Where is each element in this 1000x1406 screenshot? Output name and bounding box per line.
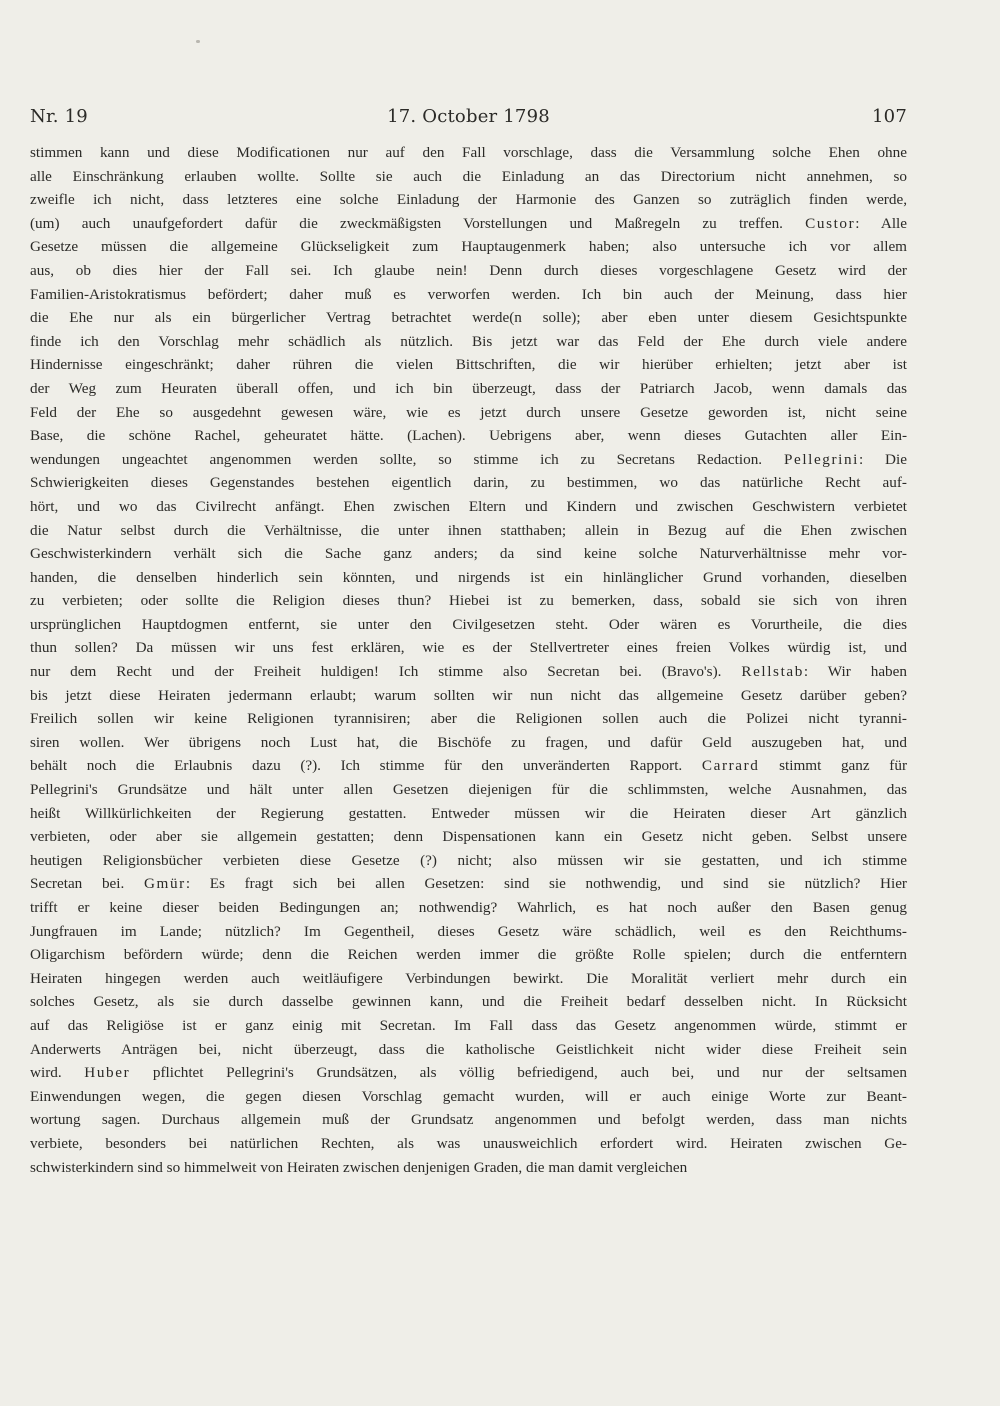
text-segment: die Natur selbst durch die Verhältnisse, die unter ihnen statthaben; allein in Bezug auf die Ehen zwischen [30, 521, 907, 539]
text-segment: alle Einschränkung erlauben wollte. Sollte sie auch die Einladung an das Directorium nicht annehmen, so [30, 167, 907, 185]
text-segment: pflichtet Pellegrini's Grundsätzen, als völlig befriedigend, auch bei, und nur der seltsamen [130, 1064, 907, 1082]
text-segment: wird. [30, 1064, 85, 1082]
text-line [30, 990, 907, 1014]
text-segment: thun sollen? Da müssen wir uns fest erklären, wie es der Stellvertreter eines freien Volkes würdig ist, und [30, 639, 907, 657]
text-line [30, 235, 907, 259]
text-segment: : Es fragt sich bei allen Gesetzen: sind sie nothwendig, und sind sie nützlich? Hier [185, 875, 907, 893]
text-line [30, 731, 907, 755]
text-line [30, 1061, 907, 1085]
text-segment: Secretan bei. [30, 875, 144, 893]
text-line [30, 212, 907, 236]
text-line [30, 849, 907, 873]
text-segment: trifft er keine dieser beiden Bedingungen an; nothwendig? Wahrlich, es hat noch außer den Basen genug [30, 899, 907, 916]
text-line [30, 825, 907, 849]
text-line [30, 872, 907, 896]
text-line [30, 778, 907, 802]
text-segment: (um) auch unaufgefordert dafür die zweckmäßigsten Vorstellungen und Maßregeln zu treffen. [30, 214, 806, 232]
text-segment: auf das Religiöse ist er ganz einig mit Secretan. Im Fall dass das Gesetz angenommen würde, stimmt er [30, 1016, 907, 1034]
text-segment: der Weg zum Heuraten überall offen, und ich bin überzeugt, dass der Patriarch Jacob, wenn damals das [30, 379, 907, 397]
speaker-name: Huber [84, 1064, 131, 1082]
text-segment: : Die [859, 450, 907, 468]
text-segment: Einwendungen wegen, die gegen diesen Vorschlag gemacht wurden, will er auch einige Worte zur Beant- [30, 1087, 907, 1105]
text-line [30, 283, 907, 307]
text-segment: aus, ob dies hier der Fall sei. Ich glaube nein! Denn durch dieses vorgeschlagene Gesetz wird der [30, 261, 907, 279]
text-segment: ursprünglichen Hauptdogmen entfernt, sie unter den Civilgesetzen steht. Oder wären es Vorurtheile, die dies [30, 615, 907, 633]
text-line [30, 542, 907, 566]
text-segment: zweifle ich nicht, dass letzteres eine solche Einladung der Harmonie des Ganzen so zuträglich finden werde, [30, 191, 907, 209]
text-segment: siren wollen. Wer übrigens noch Lust hat, die Bischöfe zu fragen, und dafür Geld auszugeben hat, und [30, 733, 907, 751]
text-line [30, 495, 907, 519]
page-header [30, 106, 907, 136]
text-line [30, 165, 907, 189]
text-segment: Geschwisterkindern verhält sich die Sache ganz anders; da sind keine solche Naturverhältnisse mehr vor- [30, 545, 907, 563]
text-segment: behält noch die Erlaubnis dazu (?). Ich stimme für den unveränderten Rapport. [30, 757, 702, 775]
text-segment: hört, und wo das Civilrecht anfängt. Ehen zwischen Eltern und Kindern und zwischen Geschwistern verbietet [30, 497, 907, 515]
text-line [30, 1014, 907, 1038]
text-segment: bis jetzt diese Heiraten jedermann erlaubt; warum sollten wir nun nicht das allgemeine Gesetz darüber geben? [30, 686, 907, 704]
text-segment: Feld der Ehe so ausgedehnt gewesen wäre, wie es jetzt durch unsere Gesetze geworden ist, nicht seine [30, 403, 907, 421]
text-segment: schwisterkindern sind so himmelweit von Heiraten zwischen denjenigen Graden, die man damit vergleichen [30, 1158, 688, 1176]
paper-speck [196, 40, 200, 43]
text-line [30, 188, 907, 212]
text-segment: Oligarchism befördern würde; denn die Reichen werden immer die größte Rolle spielen; durch die entferntern [30, 946, 907, 964]
text-segment: : Alle [855, 214, 907, 232]
text-line [30, 1156, 907, 1180]
text-line [30, 330, 907, 354]
text-line [30, 566, 907, 590]
text-line [30, 448, 907, 472]
text-segment: verbieten, oder aber sie allgemein gestatten; denn Dispensationen kann ein Gesetz nicht geben. Selbst unsere [30, 828, 907, 846]
speaker-name: Custor [805, 214, 856, 232]
text-segment: wendungen ungeachtet angenommen werden sollte, so stimme ich zu Secretans Redaction. [30, 450, 784, 468]
text-line [30, 424, 907, 448]
text-segment: Gesetze müssen die allgemeine Glückseligkeit zum Hauptaugenmerk haben; also untersuche ich vor allem [30, 238, 907, 256]
text-segment: nur dem Recht und der Freiheit huldigen! Ich stimme also Secretan bei. (Bravo's). [30, 663, 742, 681]
text-segment: : Wir haben [803, 663, 907, 681]
text-line [30, 377, 907, 401]
text-segment: verbiete, besonders bei natürlichen Rechten, als was unausweichlich erfordert wird. Heiraten zwischen Ge- [30, 1134, 907, 1152]
text-segment: Anderwerts Anträgen bei, nicht überzeugt, dass die katholische Geistlichkeit nicht wider diese Freiheit sein [30, 1040, 907, 1058]
text-segment: Base, die schöne Rachel, geheuratet hätte. (Lachen). Uebrigens aber, wenn dieses Gutachten aller Ein- [30, 427, 907, 445]
text-segment: Jungfrauen im Lande; nützlich? Im Gegentheil, dieses Gesetz wäre schädlich, weil es den Reichthums- [30, 922, 907, 940]
text-line [30, 707, 907, 731]
header-date: 17. October 1798 [387, 106, 550, 127]
text-segment: Freilich sollen wir keine Religionen tyrannisiren; aber die Religionen sollen auch die Polizei nicht tyranni- [30, 710, 907, 728]
text-segment: Familien-Aristokratismus befördert; daher muß es verworfen werden. Ich bin auch der Meinung, dass hier [30, 285, 907, 303]
text-line [30, 1085, 907, 1109]
text-segment: finde ich den Vorschlag mehr schädlich als nützlich. Bis jetzt war das Feld der Ehe durch viele andere [30, 332, 907, 350]
text-segment: stimmen kann und diese Modificationen nur auf den Fall vorschlage, dass die Versammlung solche Ehen ohne [30, 144, 907, 161]
text-line [30, 896, 907, 920]
page-number: 107 [872, 106, 907, 127]
text-line [30, 684, 907, 708]
text-line [30, 1108, 907, 1132]
text-line [30, 754, 907, 778]
issue-number: Nr. 19 [30, 106, 88, 127]
text-line [30, 1038, 907, 1062]
text-line [30, 259, 907, 283]
speaker-name: Pellegrini [783, 450, 859, 468]
text-segment: Heiraten hingegen werden auch weitläufigere Verbindungen bewirkt. Die Moralität verliert mehr durch ein [30, 969, 907, 987]
text-line [30, 1132, 907, 1156]
text-line [30, 802, 907, 826]
text-line [30, 613, 907, 637]
text-segment: die Ehe nur als ein bürgerlicher Vertrag betrachtet werde(n solle); aber eben unter diesem Gesichtspunkte [30, 309, 907, 327]
text-segment: handen, die denselben hinderlich sein könnten, und nirgends ist ein hinlänglicher Grund vorhanden, dieselben [30, 568, 907, 586]
text-line [30, 967, 907, 991]
text-line [30, 589, 907, 613]
text-line [30, 519, 907, 543]
text-segment: wortung sagen. Durchaus allgemein muß der Grundsatz angenommen und befolgt werden, dass man nichts [30, 1111, 907, 1129]
text-segment: zu verbieten; oder sollte die Religion dieses thun? Hiebei ist zu bemerken, dass, sobald sie sich von ihren [30, 592, 907, 610]
text-line [30, 141, 907, 165]
text-segment: heißt Willkürlichkeiten der Regierung gestatten. Entweder müssen wir die Heiraten dieser Art gänzlich [30, 804, 907, 822]
text-line [30, 401, 907, 425]
text-line [30, 353, 907, 377]
text-segment: heutigen Religionsbücher verbieten diese Gesetze (?) nicht; also müssen wir sie gestatten, und ich stimme [30, 851, 907, 869]
text-segment: stimmt ganz für [759, 757, 907, 775]
speaker-name: Carrard [701, 757, 760, 775]
text-line [30, 306, 907, 330]
text-line [30, 471, 907, 495]
body-text [30, 141, 907, 1179]
text-segment: Pellegrini's Grundsätze und hält unter allen Gesetzen diejenigen für die schlimmsten, welche Ausnahmen, das [30, 781, 907, 799]
text-line [30, 920, 907, 944]
text-line [30, 660, 907, 684]
speaker-name: Gmür [143, 875, 186, 893]
text-segment: Hindernisse eingeschränkt; daher rühren die vielen Bittschriften, die wir hierüber erhielten; jetzt aber ist [30, 356, 907, 374]
text-line [30, 636, 907, 660]
text-segment: solches Gesetz, als sie durch dasselbe gewinnen kann, und die Freiheit bedarf desselben nicht. In Rücksicht [30, 993, 907, 1011]
text-segment: Schwierigkeiten dieses Gegenstandes bestehen eigentlich darin, zu bestimmen, wo das natürliche Recht auf- [30, 474, 907, 492]
text-line [30, 943, 907, 967]
speaker-name: Rellstab [741, 663, 804, 681]
